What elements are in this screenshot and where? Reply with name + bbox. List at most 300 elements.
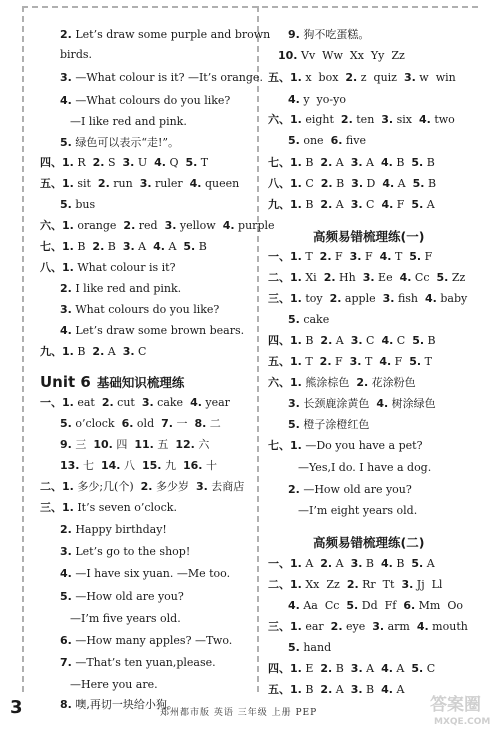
item-answer: 五	[153, 438, 176, 451]
r-section-five-cont	[288, 93, 346, 107]
item-number: 一、1.	[40, 396, 74, 409]
item-number: 4.	[381, 334, 394, 347]
item-answer: 七	[79, 459, 101, 472]
item-answer: What colour is it?	[73, 261, 176, 274]
item-number: 2.	[140, 480, 153, 493]
item-number: 3.	[288, 397, 300, 410]
answer-line	[60, 545, 190, 559]
item-answer: A	[423, 557, 435, 570]
item-answer: F	[421, 250, 433, 263]
item-answer: purple	[234, 219, 275, 232]
item-number: 3.	[350, 198, 363, 211]
section-four	[40, 156, 208, 170]
item-answer: cut	[113, 396, 142, 409]
item-answer: Jj Ll	[413, 578, 443, 591]
item-answer: o’clock	[71, 417, 122, 430]
item-number: 4.	[379, 355, 392, 368]
unit6-section-three	[40, 501, 177, 515]
item-number: 3.	[60, 303, 72, 316]
section-five-cont	[60, 198, 95, 212]
item-number: 5.	[412, 177, 425, 190]
r-section-five	[268, 71, 456, 85]
item-answer: T	[361, 355, 380, 368]
item-answer: queen	[201, 177, 240, 190]
item-number: 七、1.	[40, 240, 74, 253]
item-number: 七、1.	[268, 156, 302, 169]
item-answer: A	[104, 345, 123, 358]
item-answer: one	[299, 134, 331, 147]
item-number: 5.	[183, 240, 196, 253]
item-number: 2.	[60, 523, 72, 536]
item-answer: Zz	[448, 271, 466, 284]
item-answer: B	[332, 662, 351, 675]
item-number: 7.	[60, 656, 72, 669]
answer-line	[60, 282, 181, 296]
item-answer: Aa Cc	[299, 599, 347, 612]
item-answer: A	[392, 662, 412, 675]
item-number: 8.	[194, 417, 207, 430]
r-section-seven	[268, 156, 435, 170]
item-answer: sit	[73, 177, 98, 190]
answer-line	[60, 48, 92, 62]
section-seven	[40, 240, 207, 254]
h1-two	[268, 271, 465, 285]
unit6-section-one-cont	[60, 459, 217, 473]
item-answer: A	[394, 177, 413, 190]
item-number: 4.	[382, 177, 395, 190]
item-number: 5.	[411, 557, 424, 570]
item-number: 4.	[381, 198, 394, 211]
item-answer: B	[73, 345, 93, 358]
h1-one	[268, 250, 432, 264]
h1-three	[268, 292, 467, 306]
item-number: 2.	[92, 156, 105, 169]
answer-line	[60, 656, 216, 670]
item-number: 5.	[436, 271, 449, 284]
item-number: 3.	[122, 345, 135, 358]
item-answer: Mm Oo	[415, 599, 463, 612]
item-answer: six	[393, 113, 419, 126]
item-answer: B	[195, 240, 207, 253]
item-answer: 二	[206, 417, 221, 430]
item-answer: T	[421, 355, 432, 368]
item-number: 3.	[403, 71, 416, 84]
item-answer: T	[301, 355, 320, 368]
item-number: 四、1.	[268, 334, 302, 347]
item-answer: 四	[112, 438, 135, 451]
item-answer: Cc	[411, 271, 437, 284]
item-answer: I like red and pink.	[71, 282, 182, 295]
item-answer: C	[301, 177, 321, 190]
item-number: 4.	[189, 177, 202, 190]
unit6-section-one	[40, 396, 230, 410]
item-answer: B	[362, 683, 382, 696]
item-answer: —Yes,I do. I have a dog.	[298, 461, 432, 474]
item-answer: B	[424, 334, 436, 347]
item-number: 九、1.	[40, 345, 74, 358]
r-section-six-cont	[288, 134, 366, 148]
h1-five	[268, 355, 432, 369]
item-number: 3.	[362, 271, 375, 284]
item-number: 5.	[60, 417, 72, 430]
section-six	[40, 219, 275, 233]
item-answer: 噢,再切一块给小狗。	[71, 698, 178, 711]
item-answer: ear	[301, 620, 331, 633]
item-answer: A	[134, 240, 154, 253]
item-answer: T	[301, 250, 320, 263]
item-answer: Hh	[335, 271, 363, 284]
item-answer: A	[332, 198, 351, 211]
unit6-section-one-cont	[60, 417, 221, 431]
item-number: 3.	[349, 355, 362, 368]
answer-line	[60, 590, 184, 604]
answer-line	[70, 115, 187, 129]
h1-six-cont	[288, 397, 436, 411]
item-answer: five	[342, 134, 366, 147]
item-answer: eight	[301, 113, 341, 126]
item-answer: B	[332, 177, 352, 190]
item-answer: 三	[71, 438, 94, 451]
item-number: 2.	[323, 271, 336, 284]
item-answer: 橙子涂橙红色	[299, 418, 370, 431]
top-dashed-border	[22, 6, 478, 8]
item-number: 4.	[222, 219, 235, 232]
watermark-logo	[428, 688, 494, 728]
item-number: 15.	[142, 459, 162, 472]
item-answer: red	[135, 219, 165, 232]
left-dashed-border	[22, 6, 24, 692]
r-section-nine	[268, 198, 435, 212]
item-answer: 十	[202, 459, 217, 472]
item-number: 四、1.	[268, 662, 302, 675]
unit6-section-one-cont	[60, 438, 209, 452]
h2-three	[268, 620, 468, 634]
item-number: 3.	[381, 113, 394, 126]
item-answer: old	[133, 417, 162, 430]
item-number: 9.	[60, 438, 72, 451]
item-number: 4.	[380, 156, 393, 169]
item-number: 5.	[288, 418, 300, 431]
item-number: 2.	[60, 28, 72, 41]
item-number: 4.	[399, 271, 412, 284]
item-number: 2.	[329, 292, 342, 305]
answer-line	[278, 49, 405, 63]
item-number: 八、1.	[268, 177, 302, 190]
h2-one	[268, 557, 435, 571]
item-answer: T	[391, 250, 410, 263]
item-answer: Xi	[301, 271, 324, 284]
item-number: 5.	[412, 334, 425, 347]
item-number: 2.	[320, 683, 333, 696]
item-number: 4.	[190, 396, 202, 409]
item-number: 8.	[60, 698, 72, 711]
item-number: 2.	[356, 376, 369, 389]
item-answer: Let’s go to the shop!	[71, 545, 191, 558]
answer-line	[288, 483, 412, 497]
item-number: 5.	[346, 599, 359, 612]
item-answer: y yo-yo	[299, 93, 346, 106]
item-answer: 狗不吃蛋糕。	[299, 28, 370, 41]
item-number: 三、1.	[40, 501, 74, 514]
item-number: 5.	[60, 136, 72, 149]
item-answer: A	[392, 683, 405, 696]
section-heading-2: 高频易错梳理练(二)	[313, 535, 425, 550]
item-answer: two	[430, 113, 455, 126]
item-number: 13.	[60, 459, 80, 472]
item-answer: —I like red and pink.	[70, 115, 187, 128]
item-number: 七、1.	[268, 439, 302, 452]
item-answer: cake	[299, 313, 330, 326]
item-answer: —I have six yuan. —Me too.	[71, 567, 231, 580]
item-answer: A	[164, 240, 184, 253]
answer-line	[60, 94, 230, 108]
item-number: 3.	[401, 578, 414, 591]
item-number: 4.	[288, 93, 300, 106]
item-answer: orange	[73, 219, 124, 232]
item-number: 5.	[409, 250, 422, 263]
item-answer: A	[332, 156, 351, 169]
page-number: 3	[10, 697, 23, 718]
item-answer: z quiz	[357, 71, 404, 84]
item-answer: A	[362, 662, 382, 675]
item-answer: baby	[436, 292, 468, 305]
answer-line	[60, 136, 179, 150]
item-answer: What colours do you like?	[71, 303, 220, 316]
item-number: 5.	[288, 641, 300, 654]
item-answer: 去商店	[207, 480, 245, 493]
item-number: 3.	[122, 156, 135, 169]
item-number: 2.	[60, 282, 72, 295]
item-number: 5.	[288, 134, 300, 147]
item-number: 6.	[60, 634, 72, 647]
item-answer: C	[423, 662, 436, 675]
item-answer: C	[134, 345, 147, 358]
item-answer: B	[424, 177, 437, 190]
answer-line	[60, 634, 232, 648]
item-number: 2.	[346, 578, 359, 591]
item-number: 2.	[319, 250, 332, 263]
item-number: 2.	[320, 662, 333, 675]
item-answer: 长颈鹿涂黄色	[299, 397, 377, 410]
item-number: 2.	[92, 240, 105, 253]
item-answer: —How many apples? —Two.	[71, 634, 233, 647]
item-answer: F	[361, 250, 380, 263]
item-number: 4.	[381, 683, 393, 696]
item-answer: ten	[352, 113, 382, 126]
item-number: 4.	[379, 250, 392, 263]
unit-heading	[40, 372, 184, 391]
unit-subtitle: 基础知识梳理练	[96, 375, 185, 390]
item-answer: B	[392, 557, 412, 570]
item-number: 3.	[350, 156, 363, 169]
item-answer: Vv Ww Xx Yy Zz	[297, 49, 405, 62]
footer-info: 郑州都市版 英语 三年级 上册 PEP	[160, 708, 318, 718]
item-number: 五、1.	[268, 683, 302, 696]
item-number: 二、1.	[40, 480, 74, 493]
answer-line	[60, 523, 167, 537]
item-answer: 六	[194, 438, 210, 451]
item-answer: F	[331, 355, 350, 368]
item-number: 五、1.	[268, 355, 302, 368]
item-number: 2.	[97, 177, 110, 190]
item-answer: B	[73, 240, 93, 253]
item-answer: —That’s ten yuan,please.	[71, 656, 216, 669]
item-answer: year	[201, 396, 230, 409]
answer-line	[298, 504, 417, 518]
item-answer: U	[134, 156, 155, 169]
item-number: 5.	[60, 198, 72, 211]
answer-line	[298, 461, 431, 475]
item-answer: ruler	[151, 177, 190, 190]
item-number: 五、1.	[268, 71, 302, 84]
item-answer: —How old are you?	[71, 590, 184, 603]
answer-line	[60, 567, 230, 581]
item-answer: eat	[73, 396, 102, 409]
item-answer: F	[391, 355, 410, 368]
item-number: 3.	[164, 219, 177, 232]
answer-line	[288, 28, 369, 42]
item-answer: 多少;几(个)	[73, 480, 141, 493]
item-answer: —I’m eight years old.	[298, 504, 418, 517]
item-number: 7.	[161, 417, 173, 430]
item-number: 五、1.	[40, 177, 74, 190]
h2-two-cont	[288, 599, 463, 613]
item-number: 6.	[121, 417, 134, 430]
item-answer: run	[109, 177, 140, 190]
item-number: 3.	[350, 334, 363, 347]
item-number: 5.	[60, 590, 72, 603]
answer-line	[60, 303, 219, 317]
item-number: 3.	[350, 683, 363, 696]
item-number: 4.	[376, 397, 389, 410]
item-number: 2.	[320, 198, 333, 211]
item-answer: Dd Ff	[358, 599, 404, 612]
item-number: 3.	[350, 662, 363, 675]
h1-six-cont	[288, 418, 369, 432]
answer-line	[60, 324, 244, 338]
item-number: 2.	[320, 334, 333, 347]
item-answer: It’s seven o’clock.	[73, 501, 177, 514]
h1-three-cont	[288, 313, 329, 327]
item-answer: A	[332, 334, 351, 347]
unit-title: Unit 6	[40, 373, 91, 391]
column-divider	[257, 6, 259, 692]
h2-four	[268, 662, 435, 676]
watermark-url: MXQE.COM	[434, 717, 491, 727]
item-answer: 树涂绿色	[388, 397, 436, 410]
item-number: 4.	[425, 292, 437, 305]
item-number: 二、1.	[268, 578, 302, 591]
item-answer: A	[332, 683, 351, 696]
item-number: 3.	[122, 240, 135, 253]
item-number: 一、1.	[268, 250, 302, 263]
item-answer: A	[332, 557, 351, 570]
item-number: 5.	[411, 198, 424, 211]
item-number: 16.	[183, 459, 203, 472]
item-number: 2.	[320, 177, 333, 190]
h2-three-cont	[288, 641, 331, 655]
item-number: 3.	[139, 177, 152, 190]
item-number: 2.	[319, 355, 332, 368]
item-number: 2.	[330, 620, 343, 633]
item-number: 2.	[92, 345, 105, 358]
item-answer: Rr Tt	[358, 578, 402, 591]
item-answer: Xx Zz	[301, 578, 347, 591]
item-number: 二、1.	[268, 271, 302, 284]
item-answer: —What colours do you like?	[71, 94, 231, 107]
item-answer: C	[362, 334, 382, 347]
item-number: 5.	[411, 156, 424, 169]
item-number: 六、1.	[268, 376, 302, 389]
item-answer: A	[423, 198, 435, 211]
item-answer: apple	[341, 292, 383, 305]
answer-line	[70, 612, 181, 626]
h1-four	[268, 334, 436, 348]
item-number: 5.	[411, 662, 424, 675]
item-number: 3.	[372, 620, 385, 633]
answer-line	[60, 28, 270, 42]
item-answer: R	[73, 156, 93, 169]
item-answer: —I’m five years old.	[70, 612, 181, 625]
item-number: 九、1.	[268, 198, 302, 211]
item-number: 2.	[320, 156, 333, 169]
item-number: 4.	[60, 324, 72, 337]
item-answer: D	[363, 177, 383, 190]
h1-six	[268, 376, 416, 390]
item-number: 三、1.	[268, 292, 302, 305]
item-answer: 八	[120, 459, 142, 472]
item-answer: S	[104, 156, 123, 169]
item-number: 5.	[409, 355, 422, 368]
item-number: 2.	[340, 113, 353, 126]
item-number: 4.	[60, 94, 72, 107]
item-answer: —Here you are.	[70, 678, 158, 691]
item-number: 4.	[380, 557, 393, 570]
item-answer: B	[301, 156, 321, 169]
item-number: 10.	[278, 49, 298, 62]
item-number: 3.	[141, 396, 154, 409]
item-answer: A	[362, 156, 381, 169]
section-nine	[40, 345, 146, 359]
item-answer: Happy birthday!	[71, 523, 167, 536]
h2-two	[268, 578, 442, 592]
h1-seven	[268, 439, 422, 453]
item-answer: —Do you have a pet?	[301, 439, 423, 452]
item-number: 3.	[350, 557, 363, 570]
item-answer: B	[423, 156, 435, 169]
item-number: 3.	[60, 71, 72, 84]
item-answer: B	[362, 557, 381, 570]
answer-line	[60, 71, 263, 85]
item-number: 一、1.	[268, 557, 302, 570]
r-section-six	[268, 113, 455, 127]
item-number: 4.	[381, 662, 393, 675]
item-answer: cake	[153, 396, 191, 409]
item-answer: eye	[342, 620, 373, 633]
item-number: 5.	[288, 313, 300, 326]
item-answer: 花涂粉色	[368, 376, 416, 389]
item-answer: 熊涂棕色	[301, 376, 357, 389]
item-number: 3.	[382, 292, 395, 305]
item-number: 4.	[153, 240, 165, 253]
item-number: 4.	[418, 113, 431, 126]
item-number: 3.	[60, 545, 72, 558]
item-number: 6.	[403, 599, 416, 612]
item-number: 三、1.	[268, 620, 302, 633]
item-answer: Q	[165, 156, 186, 169]
item-answer: mouth	[428, 620, 468, 633]
answer-line	[70, 678, 158, 692]
